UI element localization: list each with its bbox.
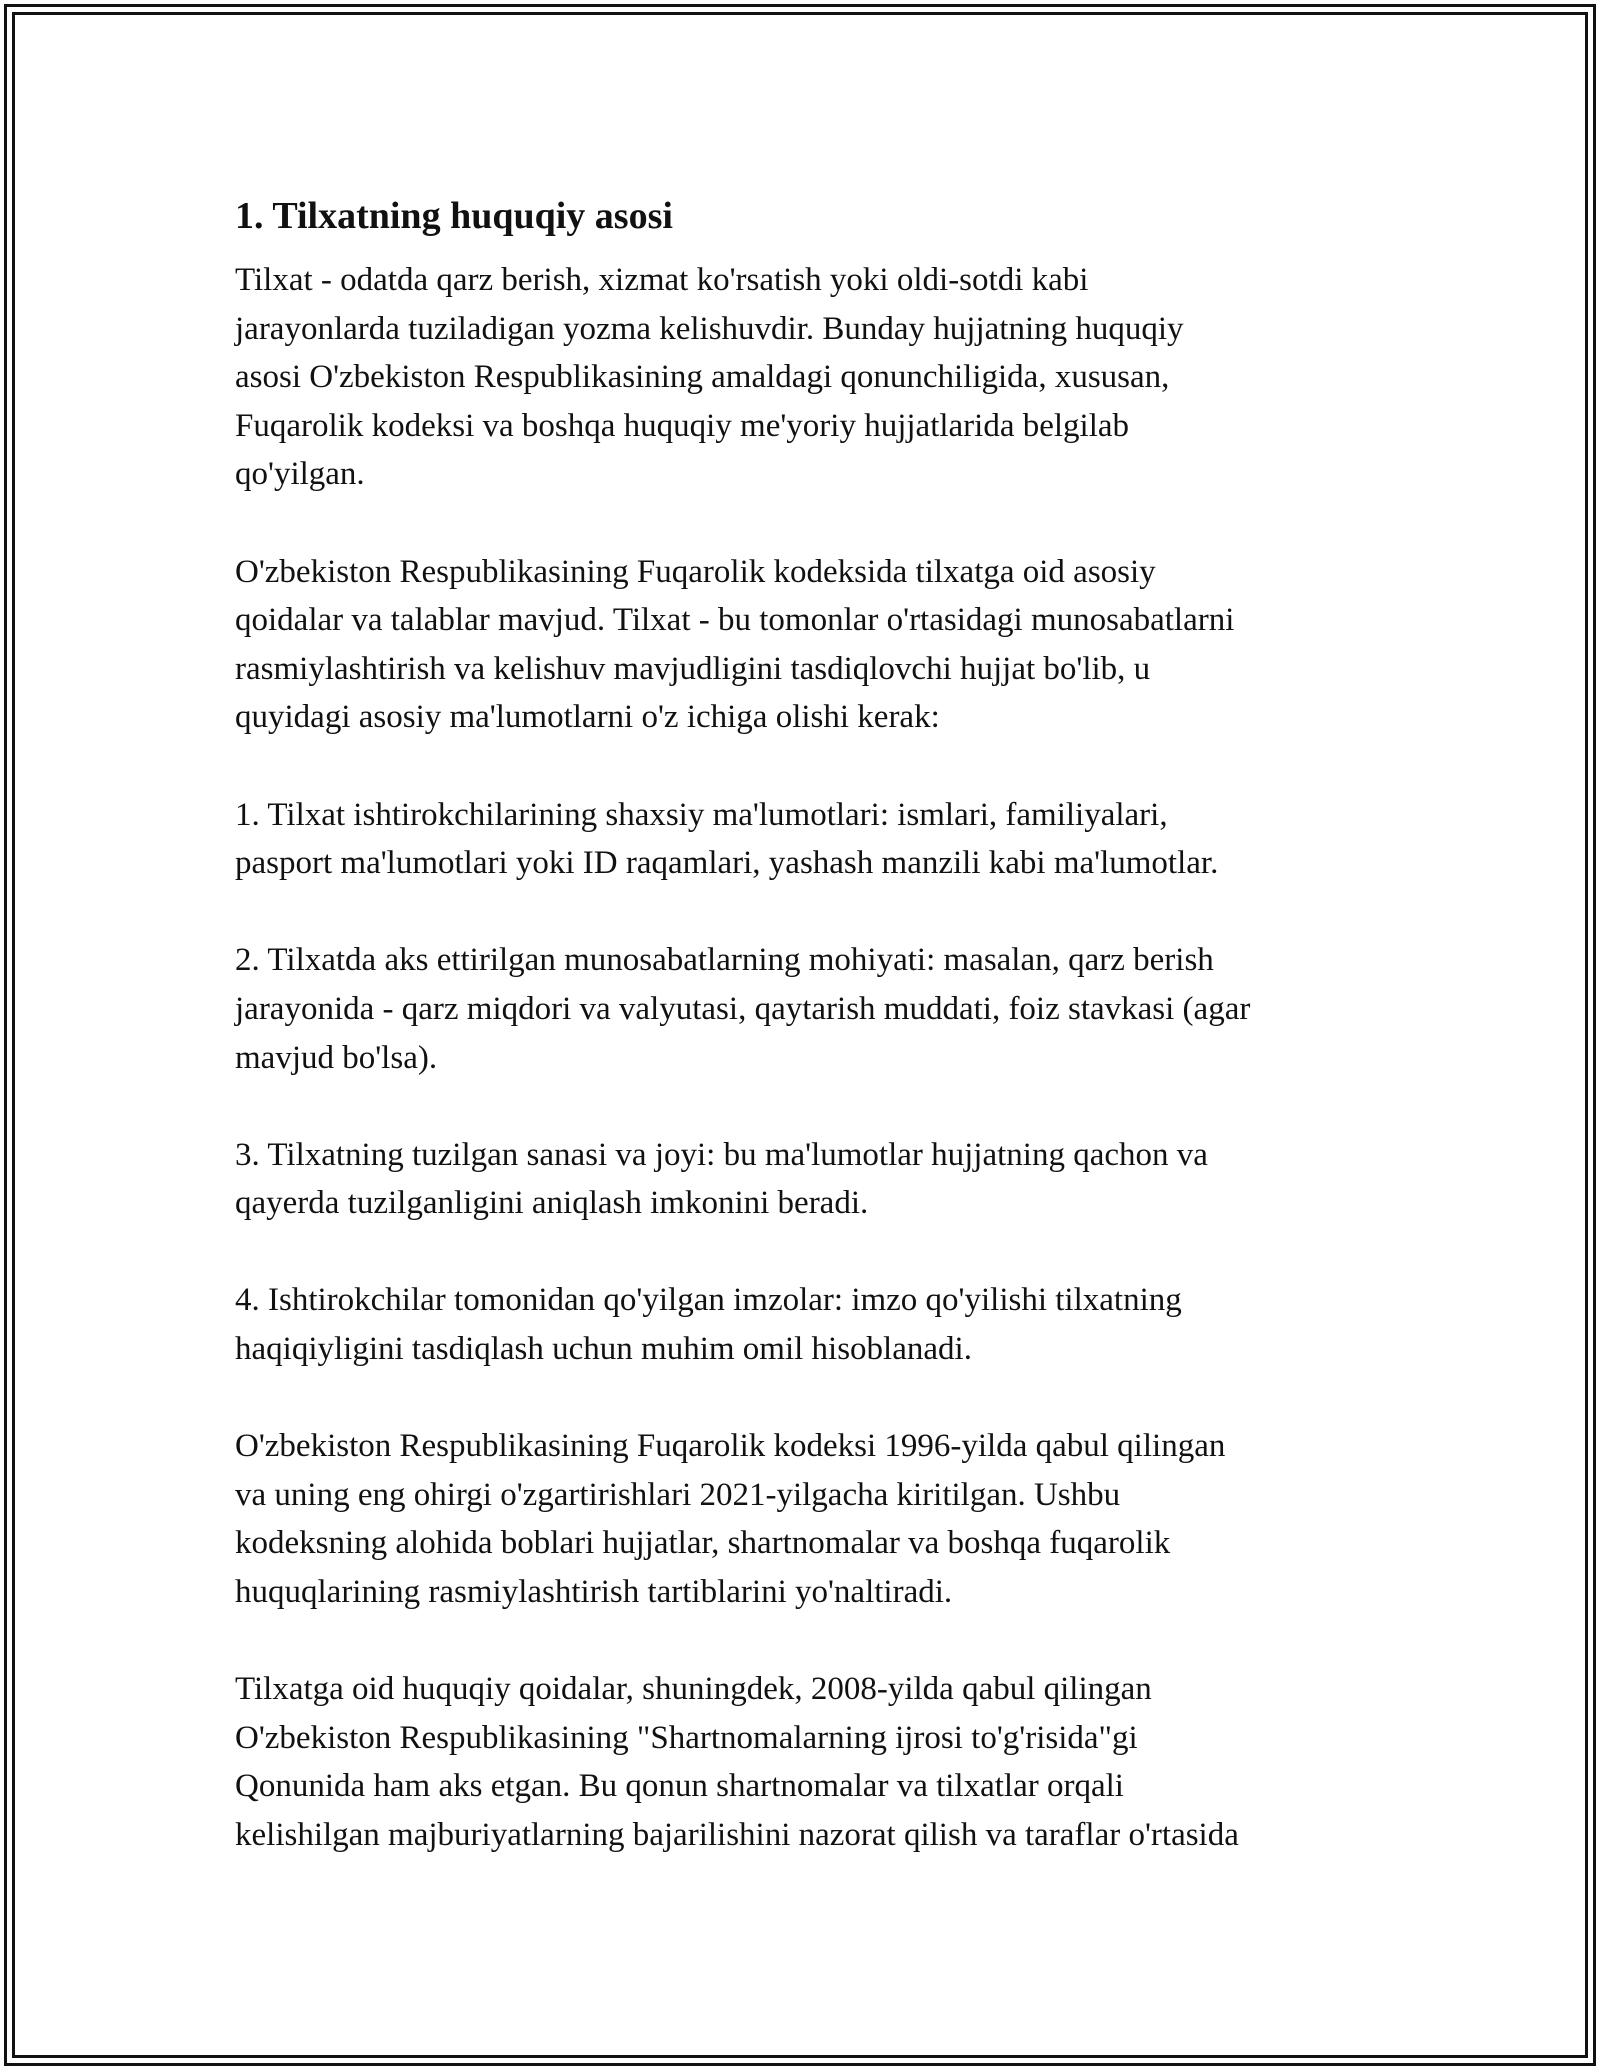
paragraph-law: Tilxatga oid huquqiy qoidalar, shuningdek, 2008-yilda qabul qilingan O'zbekiston Respublikasining "Shartnomalarning ijrosi to'g'risida"gi Qonunida ham aks etgan. Bu qonun shartnomalar va tilxatlar orqali kelishilgan majburiyatlarning bajarilishini nazorat qilish va taraflar o'rtasida bbox=[235, 1671, 1239, 1853]
list-item-2: 2. Tilxatda aks ettirilgan munosabatlarning mohiyati: masalan, qarz berish jarayonida - qarz miqdori va valyutasi, qaytarish muddati, foiz stavkasi (agar mavjud bo'lsa). bbox=[235, 942, 1251, 1076]
paragraph-civil-code: O'zbekiston Respublikasining Fuqarolik kodeksida tilxatga oid asosiy qoidalar va talablar mavjud. Tilxat - bu tomonlar o'rtasidagi munosabatlarni rasmiylashtirish va kelishuv mavjudligini tasdiqlovchi hujjat bo'lib, u quyidagi asosiy ma'lumotlarni o'z ichiga olishi kerak: bbox=[235, 553, 1235, 736]
list-item-3: 3. Tilxatning tuzilgan sanasi va joyi: bu ma'lumotlar hujjatning qachon va qayerda tuzilganligini aniqlash imkonini beradi. bbox=[235, 1136, 1208, 1222]
section-heading: 1. Tilxatning huquqiy asosi bbox=[235, 195, 673, 237]
document-body bbox=[235, 188, 1375, 1860]
list-item-4: 4. Ishtirokchilar tomonidan qo'yilgan imzolar: imzo qo'yilishi tilxatning haqiqiyligini tasdiqlash uchun muhim omil hisoblanadi. bbox=[235, 1282, 1182, 1368]
list-item-1: 1. Tilxat ishtirokchilarining shaxsiy ma'lumotlari: ismlari, familiyalari, pasport ma'lumotlari yoki ID raqamlari, yashash manzili kabi ma'lumotlar. bbox=[235, 796, 1219, 882]
paragraph-code-history: O'zbekiston Respublikasining Fuqarolik kodeksi 1996-yilda qabul qilingan va uning eng ohirgi o'zgartirishlari 2021-yilgacha kiritilgan. Ushbu kodeksning alohida boblari hujjatlar, shartnomalar va boshqa fuqarolik huquqlarining rasmiylashtirish tartiblarini yo'naltiradi. bbox=[235, 1428, 1226, 1611]
paragraph-intro: Tilxat - odatda qarz berish, xizmat ko'rsatish yoki oldi-sotdi kabi jarayonlarda tuziladigan yozma kelishuvdir. Bunday hujjatning huquqiy asosi O'zbekiston Respublikasining amaldagi qonunchiligida, xususan, Fuqarolik kodeksi va boshqa huquqiy me'yoriy hujjatlarida belgilab qo'yilgan. bbox=[235, 262, 1184, 493]
